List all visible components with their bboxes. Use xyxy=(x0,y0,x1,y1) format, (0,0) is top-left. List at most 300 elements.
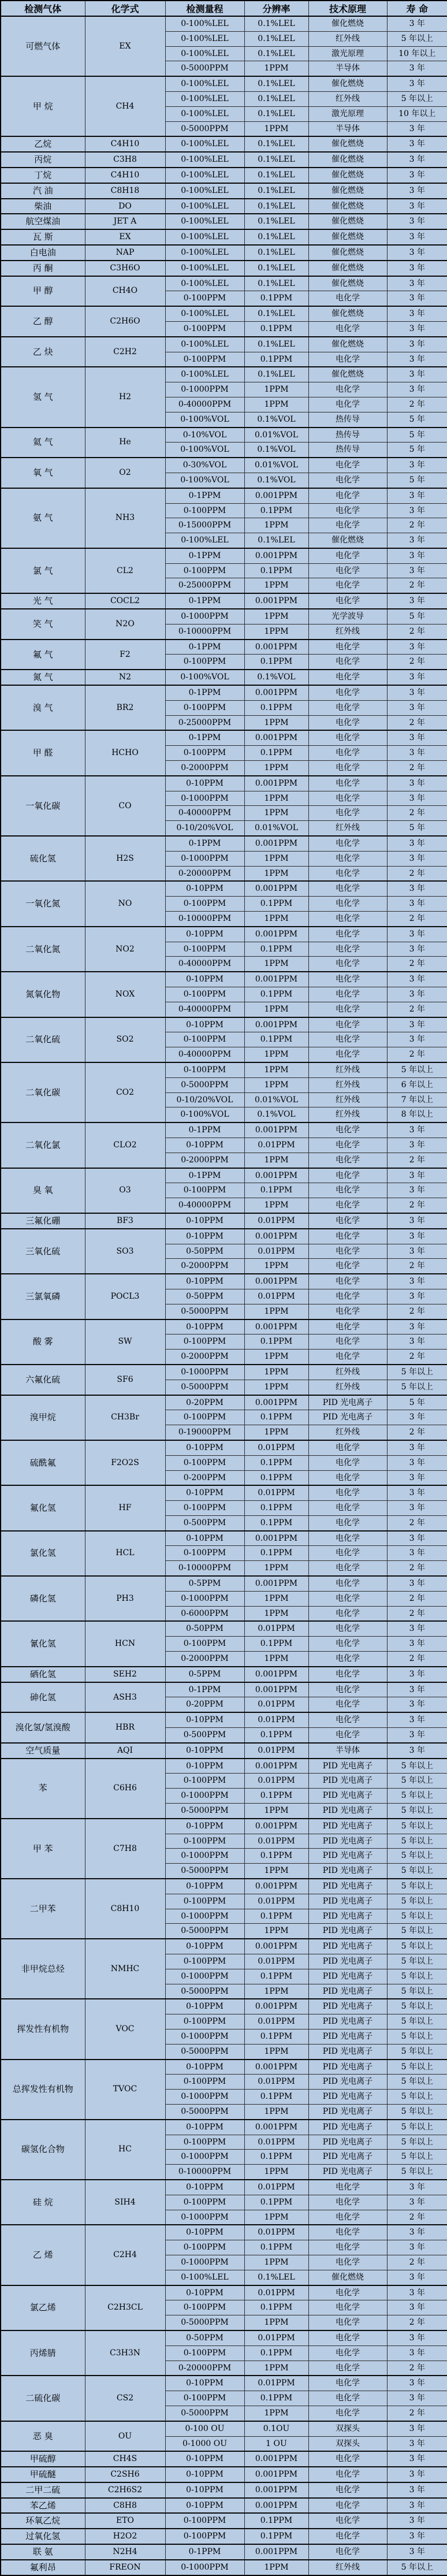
range-cell: 0-1PPM xyxy=(165,640,244,655)
range-cell: 0-100%LEL xyxy=(165,276,244,291)
table-row xyxy=(1,2529,447,2544)
range-cell: 0-10PPM xyxy=(165,1531,244,1546)
lifespan-cell: 3 年 xyxy=(387,2240,447,2255)
resolution-cell: 0.001PPM xyxy=(244,593,308,609)
principle-cell: 红外线 xyxy=(308,31,387,46)
formula-cell: CS2 xyxy=(85,2376,165,2421)
resolution-cell: 0.1%LEL xyxy=(244,91,308,106)
principle-cell: PID 光电离子 xyxy=(308,1969,387,1984)
principle-cell: 电化学 xyxy=(308,1244,387,1259)
range-cell: 0-100PPM xyxy=(165,2513,244,2529)
lifespan-cell: 3 年 xyxy=(387,548,447,563)
resolution-cell: 0.1%LEL xyxy=(244,136,308,152)
lifespan-cell: 3 年 xyxy=(387,16,447,31)
range-cell: 0-5000PPM xyxy=(165,1304,244,1319)
range-cell: 0-20000PPM xyxy=(165,866,244,881)
formula-cell: VOC xyxy=(85,1999,165,2059)
gas-name-cell: 挥发性有机物 xyxy=(1,1999,85,2059)
resolution-cell: 1PPM xyxy=(244,121,308,136)
formula-cell: F2O2S xyxy=(85,1440,165,1485)
lifespan-cell: 3 年 xyxy=(387,1546,447,1561)
range-cell: 0-50PPM xyxy=(165,1244,244,1259)
principle-cell: 电化学 xyxy=(308,518,387,533)
lifespan-cell: 5 年 xyxy=(387,609,447,624)
table-row xyxy=(1,2560,447,2575)
table-row xyxy=(1,2376,447,2391)
principle-cell: 电化学 xyxy=(308,593,387,609)
table-row xyxy=(1,2120,447,2135)
range-cell: 0-40000PPM xyxy=(165,806,244,821)
range-cell: 0-10PPM xyxy=(165,2376,244,2391)
resolution-cell: 0.1PPM xyxy=(244,1455,308,1470)
gas-name-cell: 氢 气 xyxy=(1,367,85,427)
gas-name-cell: 溴 气 xyxy=(1,685,85,730)
range-cell: 0-100%LEL xyxy=(165,31,244,46)
gas-name-cell: 二氧化氮 xyxy=(1,927,85,972)
resolution-cell: 0.01PPM xyxy=(244,1774,308,1789)
lifespan-cell: 2 年 xyxy=(387,957,447,972)
resolution-cell: 0.1%LEL xyxy=(244,2270,308,2285)
principle-cell: 电化学 xyxy=(308,1440,387,1455)
gas-name-cell: 氨 气 xyxy=(1,488,85,548)
resolution-cell: 0.1PPM xyxy=(244,2391,308,2406)
lifespan-cell: 3 年 xyxy=(387,2436,447,2451)
lifespan-cell: 3 年 xyxy=(387,245,447,261)
principle-cell: 电化学 xyxy=(308,2361,387,2376)
resolution-cell: 0.01PPM xyxy=(244,1621,308,1636)
lifespan-cell: 3 年 xyxy=(387,2529,447,2544)
lifespan-cell: 2 年 xyxy=(387,1606,447,1621)
resolution-cell: 0.001PPM xyxy=(244,1395,308,1410)
lifespan-cell: 3 年 xyxy=(387,76,447,91)
resolution-cell: 0.1PPM xyxy=(244,352,308,367)
lifespan-cell: 8 年以上 xyxy=(387,1107,447,1122)
table-row xyxy=(1,593,447,609)
principle-cell: 电化学 xyxy=(308,397,387,412)
principle-cell: 电化学 xyxy=(308,2451,387,2467)
range-cell: 0-100PPM xyxy=(165,1032,244,1047)
lifespan-cell: 3 年 xyxy=(387,1682,447,1697)
range-cell: 0-100PPM xyxy=(165,897,244,912)
formula-cell: C8H10 xyxy=(85,1879,165,1939)
resolution-cell: 0.1PPM xyxy=(244,2090,308,2105)
lifespan-cell: 3 年 xyxy=(387,700,447,715)
range-cell: 0-25000PPM xyxy=(165,715,244,730)
lifespan-cell: 5 年以上 xyxy=(387,2060,447,2075)
range-cell: 0-2000PPM xyxy=(165,1153,244,1168)
principle-cell: 催化燃烧 xyxy=(308,261,387,276)
lifespan-cell: 3 年 xyxy=(387,942,447,957)
range-cell: 0-1PPM xyxy=(165,1168,244,1183)
range-cell: 0-100PPM xyxy=(165,1501,244,1516)
principle-cell: 电化学 xyxy=(308,730,387,745)
range-cell: 0-100PPM xyxy=(165,503,244,518)
lifespan-cell: 5 年以上 xyxy=(387,1759,447,1774)
formula-cell: BF3 xyxy=(85,1213,165,1229)
range-cell: 0-10PPM xyxy=(165,2180,244,2195)
principle-cell: PID 光电离子 xyxy=(308,2075,387,2090)
range-cell: 0-40000PPM xyxy=(165,1002,244,1017)
resolution-cell: 0.01%VOL xyxy=(244,428,308,443)
table-row xyxy=(1,214,447,229)
resolution-cell: 1PPM xyxy=(244,851,308,866)
lifespan-cell: 3 年 xyxy=(387,291,447,306)
range-cell: 0-1PPM xyxy=(165,488,244,503)
principle-cell: PID 光电离子 xyxy=(308,1819,387,1834)
lifespan-cell: 3 年 xyxy=(387,1531,447,1546)
lifespan-cell: 5 年以上 xyxy=(387,2150,447,2165)
resolution-cell: 0.1PPM xyxy=(244,503,308,518)
principle-cell: 催化燃烧 xyxy=(308,337,387,352)
formula-cell: HBR xyxy=(85,1712,165,1743)
table-row xyxy=(1,1531,447,1546)
range-cell: 0-10000PPM xyxy=(165,2165,244,2180)
range-cell: 0-40000PPM xyxy=(165,1047,244,1062)
gas-name-cell: 酸 雾 xyxy=(1,1319,85,1365)
principle-cell: 电化学 xyxy=(308,1319,387,1335)
formula-cell: CH4O xyxy=(85,276,165,307)
table-row xyxy=(1,1682,447,1697)
resolution-cell: 0.1PPM xyxy=(244,1909,308,1924)
resolution-cell: 0.001PPM xyxy=(244,2498,308,2514)
principle-cell: 电化学 xyxy=(308,382,387,397)
lifespan-cell: 5 年 xyxy=(387,473,447,488)
lifespan-cell: 2 年 xyxy=(387,2255,447,2270)
gas-name-cell: 乙烷 xyxy=(1,136,85,152)
range-cell: 0-50PPM xyxy=(165,1621,244,1636)
resolution-cell: 1PPM xyxy=(244,2165,308,2180)
principle-cell: 催化燃烧 xyxy=(308,306,387,321)
resolution-cell: 0.01PPM xyxy=(244,1834,308,1849)
principle-cell: 电化学 xyxy=(308,291,387,306)
principle-cell: 双探头 xyxy=(308,2421,387,2436)
lifespan-cell: 2 年 xyxy=(387,397,447,412)
lifespan-cell: 3 年 xyxy=(387,2376,447,2391)
range-cell: 0-10/20%VOL xyxy=(165,1092,244,1107)
resolution-cell: 1PPM xyxy=(244,609,308,624)
principle-cell: 电化学 xyxy=(308,2300,387,2315)
principle-cell: 电化学 xyxy=(308,1697,387,1712)
lifespan-cell: 3 年 xyxy=(387,776,447,791)
principle-cell: 红外线 xyxy=(308,1380,387,1395)
principle-cell: 电化学 xyxy=(308,1047,387,1062)
principle-cell: 电化学 xyxy=(308,2195,387,2210)
resolution-cell: 0.001PPM xyxy=(244,730,308,745)
range-cell: 0-100PPM xyxy=(165,942,244,957)
principle-cell: PID 光电离子 xyxy=(308,1864,387,1879)
resolution-cell: 1PPM xyxy=(244,1304,308,1319)
principle-cell: PID 光电离子 xyxy=(308,2150,387,2165)
resolution-cell: 0.001PPM xyxy=(244,1879,308,1894)
resolution-cell: 0.001PPM xyxy=(244,972,308,987)
table-row xyxy=(1,2060,447,2075)
gas-name-cell: 航空煤油 xyxy=(1,214,85,229)
range-cell: 0-1000PPM xyxy=(165,1365,244,1380)
principle-cell: 电化学 xyxy=(308,321,387,336)
table-row xyxy=(1,1062,447,1077)
range-cell: 0-1000PPM xyxy=(165,2560,244,2575)
resolution-cell: 1PPM xyxy=(244,1561,308,1576)
table-row xyxy=(1,609,447,624)
range-cell: 0-10PPM xyxy=(165,1759,244,1774)
range-cell: 0-100PPM xyxy=(165,1954,244,1969)
range-cell: 0-100PPM xyxy=(165,1062,244,1077)
gas-name-cell: 氰化氢 xyxy=(1,1621,85,1666)
table-row xyxy=(1,229,447,245)
formula-cell: JET A xyxy=(85,214,165,229)
principle-cell: 电化学 xyxy=(308,1198,387,1213)
resolution-cell: 1PPM xyxy=(244,1047,308,1062)
gas-name-cell: 氯化氢 xyxy=(1,1531,85,1576)
range-cell: 0-10PPM xyxy=(165,2451,244,2467)
range-cell: 0-1000PPM xyxy=(165,1849,244,1864)
principle-cell: 红外线 xyxy=(308,821,387,836)
lifespan-cell: 2 年 xyxy=(387,1259,447,1274)
range-cell: 0-10000PPM xyxy=(165,912,244,927)
range-cell: 0-5000PPM xyxy=(165,1077,244,1092)
gas-name-cell: 甲 醛 xyxy=(1,730,85,775)
gas-name-cell: 光 气 xyxy=(1,593,85,609)
range-cell: 0-5000PPM xyxy=(165,1984,244,1999)
resolution-cell: 0.1PPM xyxy=(244,1637,308,1652)
range-cell: 0-1000PPM xyxy=(165,791,244,806)
lifespan-cell: 3 年 xyxy=(387,927,447,942)
range-cell: 0-1PPM xyxy=(165,548,244,563)
lifespan-cell: 3 年 xyxy=(387,791,447,806)
lifespan-cell: 5 年以上 xyxy=(387,91,447,106)
table-row xyxy=(1,2180,447,2195)
lifespan-cell: 3 年 xyxy=(387,2195,447,2210)
principle-cell: 电化学 xyxy=(308,563,387,578)
resolution-cell: 1PPM xyxy=(244,2315,308,2330)
lifespan-cell: 2 年 xyxy=(387,2361,447,2376)
lifespan-cell: 3 年 xyxy=(387,2421,447,2436)
resolution-cell: 0.001PPM xyxy=(244,1667,308,1682)
table-row xyxy=(1,1319,447,1335)
resolution-cell: 0.001PPM xyxy=(244,1759,308,1774)
lifespan-cell: 5 年 xyxy=(387,412,447,427)
principle-cell: 电化学 xyxy=(308,2498,387,2514)
lifespan-cell: 5 年以上 xyxy=(387,1380,447,1395)
formula-cell: HC xyxy=(85,2120,165,2180)
lifespan-cell: 2 年 xyxy=(387,1425,447,1440)
range-cell: 0-5000PPM xyxy=(165,2044,244,2059)
range-cell: 0-10000PPM xyxy=(165,1561,244,1576)
gas-name-cell: 二甲苯 xyxy=(1,1879,85,1939)
resolution-cell: 0.01PPM xyxy=(244,2285,308,2300)
resolution-cell: 1PPM xyxy=(244,2104,308,2119)
lifespan-cell: 2 年 xyxy=(387,1198,447,1213)
table-row xyxy=(1,836,447,851)
lifespan-cell: 2 年 xyxy=(387,1153,447,1168)
table-row xyxy=(1,76,447,91)
range-cell: 0-1000PPM xyxy=(165,1591,244,1606)
resolution-cell: 0.001PPM xyxy=(244,1274,308,1289)
table-row xyxy=(1,2498,447,2514)
principle-cell: 电化学 xyxy=(308,2240,387,2255)
gas-name-cell: 笑 气 xyxy=(1,609,85,640)
table-row xyxy=(1,2225,447,2240)
resolution-cell: 0.001PPM xyxy=(244,2060,308,2075)
lifespan-cell: 3 年 xyxy=(387,1319,447,1335)
range-cell: 0-6000PPM xyxy=(165,1606,244,1621)
resolution-cell: 0.1%LEL xyxy=(244,229,308,245)
lifespan-cell: 5 年以上 xyxy=(387,1939,447,1954)
range-cell: 0-100PPM xyxy=(165,1637,244,1652)
resolution-cell: 0.1OU xyxy=(244,2421,308,2436)
lifespan-cell: 2 年 xyxy=(387,624,447,639)
lifespan-cell: 2 年 xyxy=(387,866,447,881)
resolution-cell: 0.01PPM xyxy=(244,1894,308,1909)
range-cell: 0-30%VOL xyxy=(165,458,244,473)
principle-cell: 电化学 xyxy=(308,2482,387,2498)
gas-name-cell: 总挥发性有机物 xyxy=(1,2060,85,2120)
resolution-cell: 0.001PPM xyxy=(244,685,308,700)
table-row xyxy=(1,730,447,745)
resolution-cell: 1PPM xyxy=(244,1365,308,1380)
range-cell: 0-10000PPM xyxy=(165,624,244,639)
formula-cell: F2 xyxy=(85,640,165,670)
formula-cell: POCL3 xyxy=(85,1274,165,1319)
gas-name-cell: 瓦 斯 xyxy=(1,229,85,245)
gas-name-cell: 一氧化氮 xyxy=(1,881,85,926)
formula-cell: ASH3 xyxy=(85,1682,165,1713)
lifespan-cell: 3 年 xyxy=(387,972,447,987)
gas-name-cell: 可燃气体 xyxy=(1,16,85,76)
resolution-cell: 0.1PPM xyxy=(244,2300,308,2315)
resolution-cell: 0.1%LEL xyxy=(244,199,308,214)
range-cell: 0-100%LEL xyxy=(165,2270,244,2285)
resolution-cell: 1PPM xyxy=(244,761,308,776)
resolution-cell: 0.1%LEL xyxy=(244,152,308,168)
resolution-cell: 0.1PPM xyxy=(244,1789,308,1804)
table-row xyxy=(1,183,447,199)
resolution-cell: 1PPM xyxy=(244,2406,308,2421)
resolution-cell: 0.1%LEL xyxy=(244,261,308,276)
range-cell: 0-100PPM xyxy=(165,1834,244,1849)
range-cell: 0-100PPM xyxy=(165,2195,244,2210)
resolution-cell: 1PPM xyxy=(244,1924,308,1939)
range-cell: 0-100%LEL xyxy=(165,106,244,121)
lifespan-cell: 3 年 xyxy=(387,1138,447,1153)
principle-cell: 电化学 xyxy=(308,503,387,518)
range-cell: 0-1PPM xyxy=(165,836,244,851)
principle-cell: 电化学 xyxy=(308,2391,387,2406)
range-cell: 0-10PPM xyxy=(165,972,244,987)
range-cell: 0-10PPM xyxy=(165,1485,244,1500)
gas-name-cell: 乙 烯 xyxy=(1,2225,85,2285)
lifespan-cell: 5 年以上 xyxy=(387,2104,447,2119)
resolution-cell: 0.01PPM xyxy=(244,1485,308,1500)
formula-cell: SO3 xyxy=(85,1229,165,1274)
lifespan-cell: 2 年 xyxy=(387,912,447,927)
formula-cell: NMHC xyxy=(85,1939,165,1999)
lifespan-cell: 3 年 xyxy=(387,1335,447,1350)
range-cell: 0-100 OU xyxy=(165,2421,244,2436)
lifespan-cell: 3 年 xyxy=(387,1455,447,1470)
lifespan-cell: 3 年 xyxy=(387,2482,447,2498)
resolution-cell: 1PPM xyxy=(244,1062,308,1077)
formula-cell: C7H8 xyxy=(85,1819,165,1879)
lifespan-cell: 3 年 xyxy=(387,367,447,382)
lifespan-cell: 3 年 xyxy=(387,881,447,896)
lifespan-cell: 3 年 xyxy=(387,488,447,503)
resolution-cell: 1PPM xyxy=(244,1425,308,1440)
range-cell: 0-10PPM xyxy=(165,1712,244,1727)
table-row xyxy=(1,1819,447,1834)
lifespan-cell: 5 年以上 xyxy=(387,1999,447,2014)
principle-cell: PID 光电离子 xyxy=(308,1894,387,1909)
resolution-cell: 0.1%LEL xyxy=(244,31,308,46)
lifespan-cell: 3 年 xyxy=(387,276,447,291)
range-cell: 0-10PPM xyxy=(165,1319,244,1335)
table-row xyxy=(1,2513,447,2529)
resolution-cell: 0.1PPM xyxy=(244,291,308,306)
range-cell: 0-100PPM xyxy=(165,700,244,715)
resolution-cell: 0.001PPM xyxy=(244,1229,308,1244)
lifespan-cell: 3 年 xyxy=(387,1410,447,1425)
principle-cell: 光学波导 xyxy=(308,609,387,624)
principle-cell: 电化学 xyxy=(308,791,387,806)
resolution-cell: 0.01PPM xyxy=(244,1289,308,1304)
principle-cell: 电化学 xyxy=(308,942,387,957)
formula-cell: C4H10 xyxy=(85,168,165,183)
range-cell: 0-10PPM xyxy=(165,1743,244,1759)
table-row xyxy=(1,1395,447,1410)
lifespan-cell: 2 年 xyxy=(387,761,447,776)
principle-cell: PID 光电离子 xyxy=(308,2060,387,2075)
principle-cell: 电化学 xyxy=(308,2330,387,2345)
lifespan-cell: 5 年以上 xyxy=(387,1789,447,1804)
formula-cell: C2H6S2 xyxy=(85,2482,165,2498)
principle-cell: PID 光电离子 xyxy=(308,1924,387,1939)
principle-cell: 电化学 xyxy=(308,715,387,730)
lifespan-cell: 3 年 xyxy=(387,2180,447,2195)
principle-cell: 激光原理 xyxy=(308,106,387,121)
lifespan-cell: 5 年以上 xyxy=(387,1365,447,1380)
range-cell: 0-200PPM xyxy=(165,1470,244,1485)
table-row xyxy=(1,261,447,276)
range-cell: 0-100%LEL xyxy=(165,183,244,199)
lifespan-cell: 3 年 xyxy=(387,2498,447,2514)
range-cell: 0-10PPM xyxy=(165,2120,244,2135)
lifespan-cell: 3 年 xyxy=(387,2345,447,2361)
resolution-cell: 0.001PPM xyxy=(244,1999,308,2014)
range-cell: 0-15000PPM xyxy=(165,518,244,533)
resolution-cell: 0.1%LEL xyxy=(244,106,308,121)
lifespan-cell: 3 年 xyxy=(387,2544,447,2560)
formula-cell: SO2 xyxy=(85,1017,165,1062)
gas-name-cell: 氧 气 xyxy=(1,458,85,488)
range-cell: 0-2000PPM xyxy=(165,761,244,776)
gas-name-cell: 一氧化碳 xyxy=(1,776,85,836)
principle-cell: 电化学 xyxy=(308,458,387,473)
range-cell: 0-100PPM xyxy=(165,2300,244,2315)
resolution-cell: 0.1%LEL xyxy=(244,46,308,61)
lifespan-cell: 5 年以上 xyxy=(387,1819,447,1834)
formula-cell: HCL xyxy=(85,1531,165,1576)
formula-cell: HCHO xyxy=(85,730,165,775)
gas-name-cell: 氯 气 xyxy=(1,548,85,593)
formula-cell: SEH2 xyxy=(85,1667,165,1682)
formula-cell: BR2 xyxy=(85,685,165,730)
table-row xyxy=(1,488,447,503)
resolution-cell: 0.1%LEL xyxy=(244,76,308,91)
principle-cell: PID 光电离子 xyxy=(308,1849,387,1864)
gas-name-cell: 二氧化碳 xyxy=(1,1062,85,1122)
range-cell: 0-40000PPM xyxy=(165,957,244,972)
lifespan-cell: 3 年 xyxy=(387,640,447,655)
